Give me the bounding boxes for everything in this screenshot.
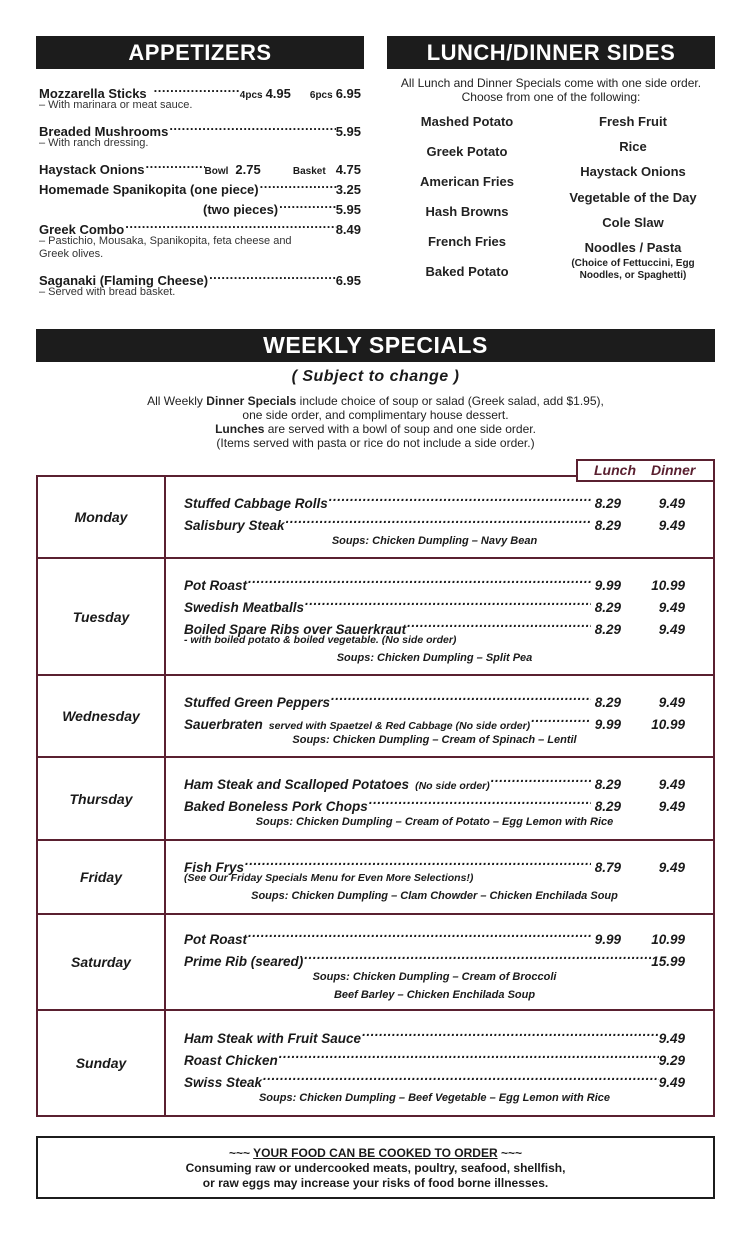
lunch-price: 8.29 xyxy=(594,694,621,710)
size-label: 4pcs xyxy=(239,90,263,101)
intro-bold: Lunches xyxy=(215,422,265,436)
item-detail: (No side order) xyxy=(415,780,490,792)
size-label: Bowl xyxy=(204,166,229,177)
lunch-price: 8.29 xyxy=(594,621,621,637)
size-label: 6pcs xyxy=(309,90,333,101)
sides-header: LUNCH/DINNER SIDES xyxy=(387,36,715,69)
dot-leader xyxy=(303,944,651,966)
day-items xyxy=(165,476,714,558)
side-option: Vegetable of the Day xyxy=(569,189,697,205)
item-name: Ham Steak with Fruit Sauce xyxy=(184,1030,362,1046)
price: 5.95 xyxy=(335,202,361,217)
dot-leader xyxy=(244,850,591,872)
dot-leader xyxy=(330,685,591,707)
side-option: American Fries xyxy=(420,174,514,189)
side-option: Fresh Fruit xyxy=(599,114,667,129)
item-name: Stuffed Cabbage Rolls xyxy=(184,495,328,511)
menu-item xyxy=(39,214,361,237)
dot-leader xyxy=(285,508,591,530)
item-name: Baked Boneless Pork Chops xyxy=(184,799,368,814)
lunch-price: 8.79 xyxy=(594,860,621,875)
price: 4.95 xyxy=(265,86,291,101)
item-name: Pot Roast xyxy=(184,577,248,593)
price: 2.75 xyxy=(235,162,261,177)
item-detail: served with Spaetzel & Red Cabbage (No side order) xyxy=(268,719,531,732)
price: 6.95 xyxy=(335,273,361,288)
intro-text: (Items served with pasta or rice do not include a side order.) xyxy=(216,436,535,450)
item-name: Swedish Meatballs xyxy=(184,599,305,615)
dinner-price: 9.49 xyxy=(658,860,685,875)
price: 8.49 xyxy=(335,222,361,237)
dinner-price: 15.99 xyxy=(651,953,685,969)
item-note: – With ranch dressing. xyxy=(39,137,149,149)
day-items xyxy=(165,757,714,840)
dinner-price: 9.29 xyxy=(658,1052,685,1068)
notice-line: Consuming raw or undercooked meats, poultry, seafood, shellfish, xyxy=(185,1161,566,1175)
soups-line: Soups: Chicken Dumpling – Clam Chowder – Chicken Enchilada Soup xyxy=(251,890,618,902)
day-items xyxy=(165,675,714,757)
side-option: Rice xyxy=(619,139,647,155)
notice-line: or raw eggs may increase your risks of food borne illnesses. xyxy=(202,1176,549,1190)
side-option: Baked Potato xyxy=(425,264,509,279)
item-name: Pot Roast xyxy=(184,931,248,947)
side-option: Haystack Onions xyxy=(580,164,686,180)
item-note: (See Our Friday Specials Menu for Even More Selections!) xyxy=(184,872,474,884)
dot-leader xyxy=(530,707,591,729)
day-items xyxy=(165,1010,714,1116)
intro-text: one side order, and complimentary house dessert. xyxy=(242,408,509,422)
day-row xyxy=(37,558,714,675)
item-name: Haystack Onions xyxy=(39,162,145,177)
item-name: Fish Frys xyxy=(184,860,245,875)
appetizers-header: APPETIZERS xyxy=(36,36,364,69)
day-label: Friday xyxy=(37,840,165,914)
sides-intro xyxy=(387,76,715,104)
dinner-price: 9.49 xyxy=(658,777,685,792)
item-name: Mozzarella Sticks xyxy=(39,86,147,101)
soups-line: Soups: Chicken Dumpling – Cream of Broccoli xyxy=(312,970,557,983)
item-name: Swiss Steak xyxy=(184,1074,263,1090)
dinner-price: 9.49 xyxy=(658,1030,685,1046)
lunch-price: 8.29 xyxy=(594,599,621,615)
lunch-price: 8.29 xyxy=(594,799,621,814)
dinner-price: 9.49 xyxy=(658,694,685,710)
pasta-note: (Choice of Fettuccini, Egg Noodles, or Spaghetti) xyxy=(571,257,695,281)
item-name: Stuffed Green Peppers xyxy=(184,694,331,710)
item-name: Prime Rib (seared) xyxy=(184,953,304,969)
menu-item xyxy=(39,116,361,139)
dot-leader xyxy=(247,922,591,944)
day-label: Wednesday xyxy=(37,675,165,757)
food-safety-notice xyxy=(36,1136,715,1199)
dinner-price: 10.99 xyxy=(651,931,685,947)
weekly-specials-table xyxy=(36,475,715,1117)
sides-left-column xyxy=(387,112,547,292)
soups-line: Beef Barley – Chicken Enchilada Soup xyxy=(333,988,536,1001)
price: 4.75 xyxy=(335,162,361,177)
lunch-price: 8.29 xyxy=(594,495,621,511)
price: 5.95 xyxy=(335,124,361,139)
tilde: ~~~ xyxy=(497,1146,522,1160)
intro-line: Choose from one of the following: xyxy=(461,90,641,104)
intro-text: are served with a bowl of soup and one side order. xyxy=(264,422,536,436)
dot-leader xyxy=(304,590,591,612)
dinner-price: 9.49 xyxy=(658,621,685,637)
dot-leader xyxy=(328,486,591,508)
day-row xyxy=(37,840,714,914)
day-row xyxy=(37,914,714,1010)
day-label: Thursday xyxy=(37,757,165,840)
item-note: – Pastichio, Mousaka, Spanikopita, feta cheese and Greek olives. xyxy=(39,235,292,260)
soups-line: Soups: Chicken Dumpling – Navy Bean xyxy=(331,534,538,547)
sides-right-column xyxy=(548,112,718,282)
item-name: Roast Chicken xyxy=(184,1052,278,1068)
day-row xyxy=(37,476,714,558)
dinner-price: 9.49 xyxy=(658,799,685,814)
appetizers-list xyxy=(39,78,361,303)
price: 6.95 xyxy=(335,86,361,101)
price-column-header xyxy=(576,459,715,482)
day-label: Saturday xyxy=(37,914,165,1010)
dot-leader xyxy=(247,568,591,590)
dinner-column-label: Dinner xyxy=(651,462,696,478)
size-label: Basket xyxy=(292,166,326,177)
side-option: Mashed Potato xyxy=(420,114,514,129)
intro-bold: Dinner Specials xyxy=(206,394,297,408)
soups-line: Soups: Chicken Dumpling – Cream of Spinach – Lentil xyxy=(292,733,577,746)
day-items xyxy=(165,914,714,1010)
item-note: - with boiled potato & boiled vegetable. (No side order) xyxy=(184,633,457,646)
side-option: Greek Potato xyxy=(426,144,508,159)
item-name: Sauerbraten xyxy=(184,716,263,732)
lunch-price: 8.29 xyxy=(594,517,621,533)
notice-headline: YOUR FOOD CAN BE COOKED TO ORDER xyxy=(253,1146,498,1160)
lunch-column-label: Lunch xyxy=(594,462,636,478)
lunch-price: 8.29 xyxy=(594,777,621,792)
item-name: Boiled Spare Ribs over Sauerkraut xyxy=(184,621,407,637)
dinner-price: 10.99 xyxy=(651,716,685,732)
side-option: French Fries xyxy=(427,234,507,249)
dot-leader xyxy=(490,767,591,789)
intro-text: include choice of soup or salad (Greek salad, add $1.95), xyxy=(296,394,604,408)
item-name: (two pieces) xyxy=(203,202,279,217)
menu-item xyxy=(39,154,361,177)
item-note: – Served with bread basket. xyxy=(39,286,176,298)
side-option: Noodles / Pasta xyxy=(584,239,682,255)
menu-item xyxy=(184,850,685,875)
item-note: – With marinara or meat sauce. xyxy=(39,99,193,111)
item-name: Homemade Spanikopita (one piece) xyxy=(39,182,259,197)
item-name: Greek Combo xyxy=(39,222,125,237)
dot-leader xyxy=(368,789,591,811)
menu-item xyxy=(184,944,685,969)
subtitle: ( Subject to change ) xyxy=(291,368,460,385)
item-name: Breaded Mushrooms xyxy=(39,124,169,139)
dinner-price: 9.49 xyxy=(658,1074,685,1090)
day-label: Tuesday xyxy=(37,558,165,675)
side-option: Hash Browns xyxy=(425,204,509,219)
menu-item xyxy=(39,78,361,101)
dot-leader xyxy=(361,1021,659,1043)
dot-leader xyxy=(262,1065,659,1087)
day-row xyxy=(37,757,714,840)
lunch-price: 9.99 xyxy=(594,931,621,947)
day-items xyxy=(165,840,714,914)
intro-line: All Lunch and Dinner Specials come with one side order. xyxy=(400,76,702,90)
lunch-price: 9.99 xyxy=(594,716,621,732)
lunch-price: 9.99 xyxy=(594,577,621,593)
menu-item xyxy=(184,685,685,710)
day-row xyxy=(37,675,714,757)
day-items xyxy=(165,558,714,675)
item-name: Salisbury Steak xyxy=(184,517,285,533)
menu-item xyxy=(39,265,361,288)
dot-leader xyxy=(406,612,591,634)
dinner-price: 9.49 xyxy=(658,495,685,511)
item-name: Ham Steak and Scalloped Potatoes xyxy=(184,777,410,792)
menu-item xyxy=(184,486,685,511)
day-row xyxy=(37,1010,714,1116)
menu-item xyxy=(184,767,685,792)
side-option: Cole Slaw xyxy=(602,214,664,230)
soups-line: Soups: Chicken Dumpling – Cream of Potato – Egg Lemon with Rice xyxy=(255,816,614,828)
price: 3.25 xyxy=(335,182,361,197)
dinner-price: 9.49 xyxy=(658,599,685,615)
menu-item xyxy=(184,922,685,947)
soups-line: Soups: Chicken Dumpling – Split Pea xyxy=(336,651,533,664)
item-name: Saganaki (Flaming Cheese) xyxy=(39,273,209,288)
soups-line: Soups: Chicken Dumpling – Beef Vegetable – Egg Lemon with Rice xyxy=(258,1091,611,1104)
menu-item xyxy=(184,568,685,593)
day-label: Monday xyxy=(37,476,165,558)
dot-leader xyxy=(278,1043,659,1065)
weekly-intro xyxy=(36,394,715,450)
tilde: ~~~ xyxy=(229,1146,254,1160)
menu-item xyxy=(184,1021,685,1046)
intro-text: All Weekly xyxy=(147,394,207,408)
dinner-price: 10.99 xyxy=(651,577,685,593)
weekly-specials-header: WEEKLY SPECIALS xyxy=(36,329,715,362)
day-label: Sunday xyxy=(37,1010,165,1116)
dinner-price: 9.49 xyxy=(658,517,685,533)
